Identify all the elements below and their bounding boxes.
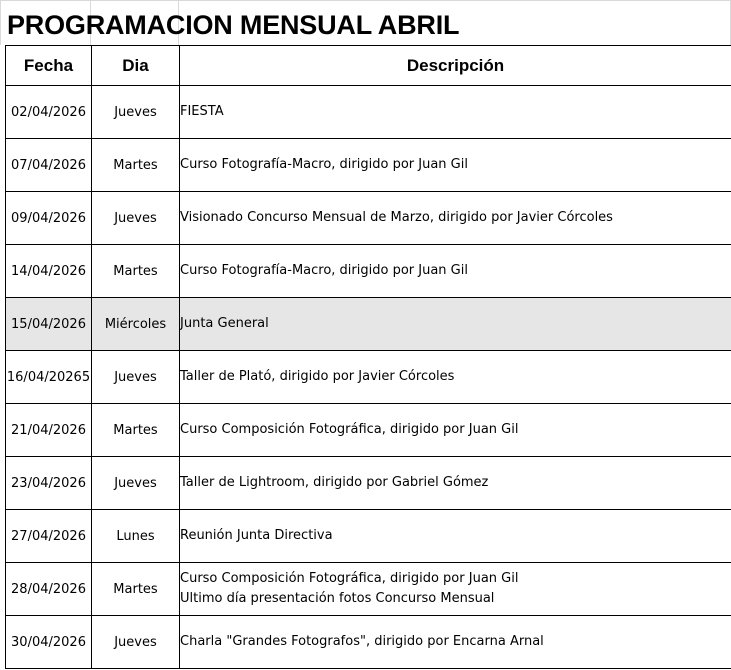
table-header-row [6, 46, 731, 86]
cell-day[interactable]: Jueves [92, 351, 180, 404]
cell-day[interactable]: Jueves [92, 192, 180, 245]
description-line: Curso Fotografía-Macro, dirigido por Juan Gil [180, 157, 468, 172]
cell-date[interactable]: 09/04/2026 [6, 192, 92, 245]
description-line: Reunión Junta Directiva [180, 528, 333, 543]
cell-day[interactable]: Jueves [92, 457, 180, 510]
cell-date[interactable]: 27/04/2026 [6, 510, 92, 563]
table-row[interactable] [6, 86, 731, 139]
cell-day[interactable]: Jueves [92, 616, 180, 669]
cell-date[interactable]: 28/04/2026 [6, 563, 92, 616]
table-row[interactable] [6, 139, 731, 192]
cell-date[interactable]: 14/04/2026 [6, 245, 92, 298]
page-title: PROGRAMACION MENSUAL ABRIL [7, 10, 460, 40]
cell-description[interactable] [180, 563, 731, 616]
cell-date[interactable]: 30/04/2026 [6, 616, 92, 669]
table-row[interactable] [6, 404, 731, 457]
schedule-table [5, 45, 731, 669]
description-line: Taller de Plató, dirigido por Javier Córcoles [180, 369, 455, 384]
column-header-description: Descripción [180, 46, 731, 86]
cell-description[interactable] [180, 616, 731, 669]
cell-day[interactable]: Martes [92, 139, 180, 192]
column-header-date: Fecha [6, 46, 92, 86]
cell-date[interactable]: 07/04/2026 [6, 139, 92, 192]
cell-description[interactable] [180, 457, 731, 510]
cell-date[interactable]: 21/04/2026 [6, 404, 92, 457]
table-row[interactable] [6, 457, 731, 510]
cell-description[interactable] [180, 404, 731, 457]
cell-date[interactable]: 02/04/2026 [6, 86, 92, 139]
cell-day[interactable]: Martes [92, 245, 180, 298]
gridline [0, 0, 731, 1]
cell-description[interactable] [180, 86, 731, 139]
cell-description[interactable] [180, 245, 731, 298]
cell-day[interactable]: Martes [92, 404, 180, 457]
description-line: Charla "Grandes Fotografos", dirigido por Encarna Arnal [180, 634, 544, 649]
cell-day[interactable]: Lunes [92, 510, 180, 563]
description-line: Visionado Concurso Mensual de Marzo, dirigido por Javier Córcoles [180, 210, 613, 225]
cell-description[interactable] [180, 192, 731, 245]
cell-day[interactable]: Jueves [92, 86, 180, 139]
description-line: Curso Composición Fotográfica, dirigido por Juan Gil [180, 571, 519, 586]
column-header-day: Dia [92, 46, 180, 86]
description-line: Curso Composición Fotográfica, dirigido por Juan Gil [180, 422, 519, 437]
cell-day[interactable]: Martes [92, 563, 180, 616]
table-row[interactable] [6, 192, 731, 245]
description-line: FIESTA [180, 104, 224, 119]
description-line: Curso Fotografía-Macro, dirigido por Juan Gil [180, 263, 468, 278]
cell-date[interactable]: 15/04/2026 [6, 298, 92, 351]
cell-description[interactable] [180, 139, 731, 192]
cell-description[interactable] [180, 298, 731, 351]
table-row[interactable] [6, 616, 731, 669]
cell-date[interactable]: 16/04/20265 [6, 351, 92, 404]
cell-day[interactable]: Miércoles [92, 298, 180, 351]
cell-date[interactable]: 23/04/2026 [6, 457, 92, 510]
table-row[interactable] [6, 351, 731, 404]
table-row[interactable] [6, 298, 731, 351]
cell-description[interactable] [180, 351, 731, 404]
description-line: Taller de Lightroom, dirigido por Gabriel Gómez [180, 475, 489, 490]
description-line: Ultimo día presentación fotos Concurso Mensual [180, 591, 495, 606]
table-row[interactable] [6, 245, 731, 298]
description-line: Junta General [180, 316, 269, 331]
table-row[interactable] [6, 510, 731, 563]
table-row[interactable] [6, 563, 731, 616]
cell-description[interactable] [180, 510, 731, 563]
